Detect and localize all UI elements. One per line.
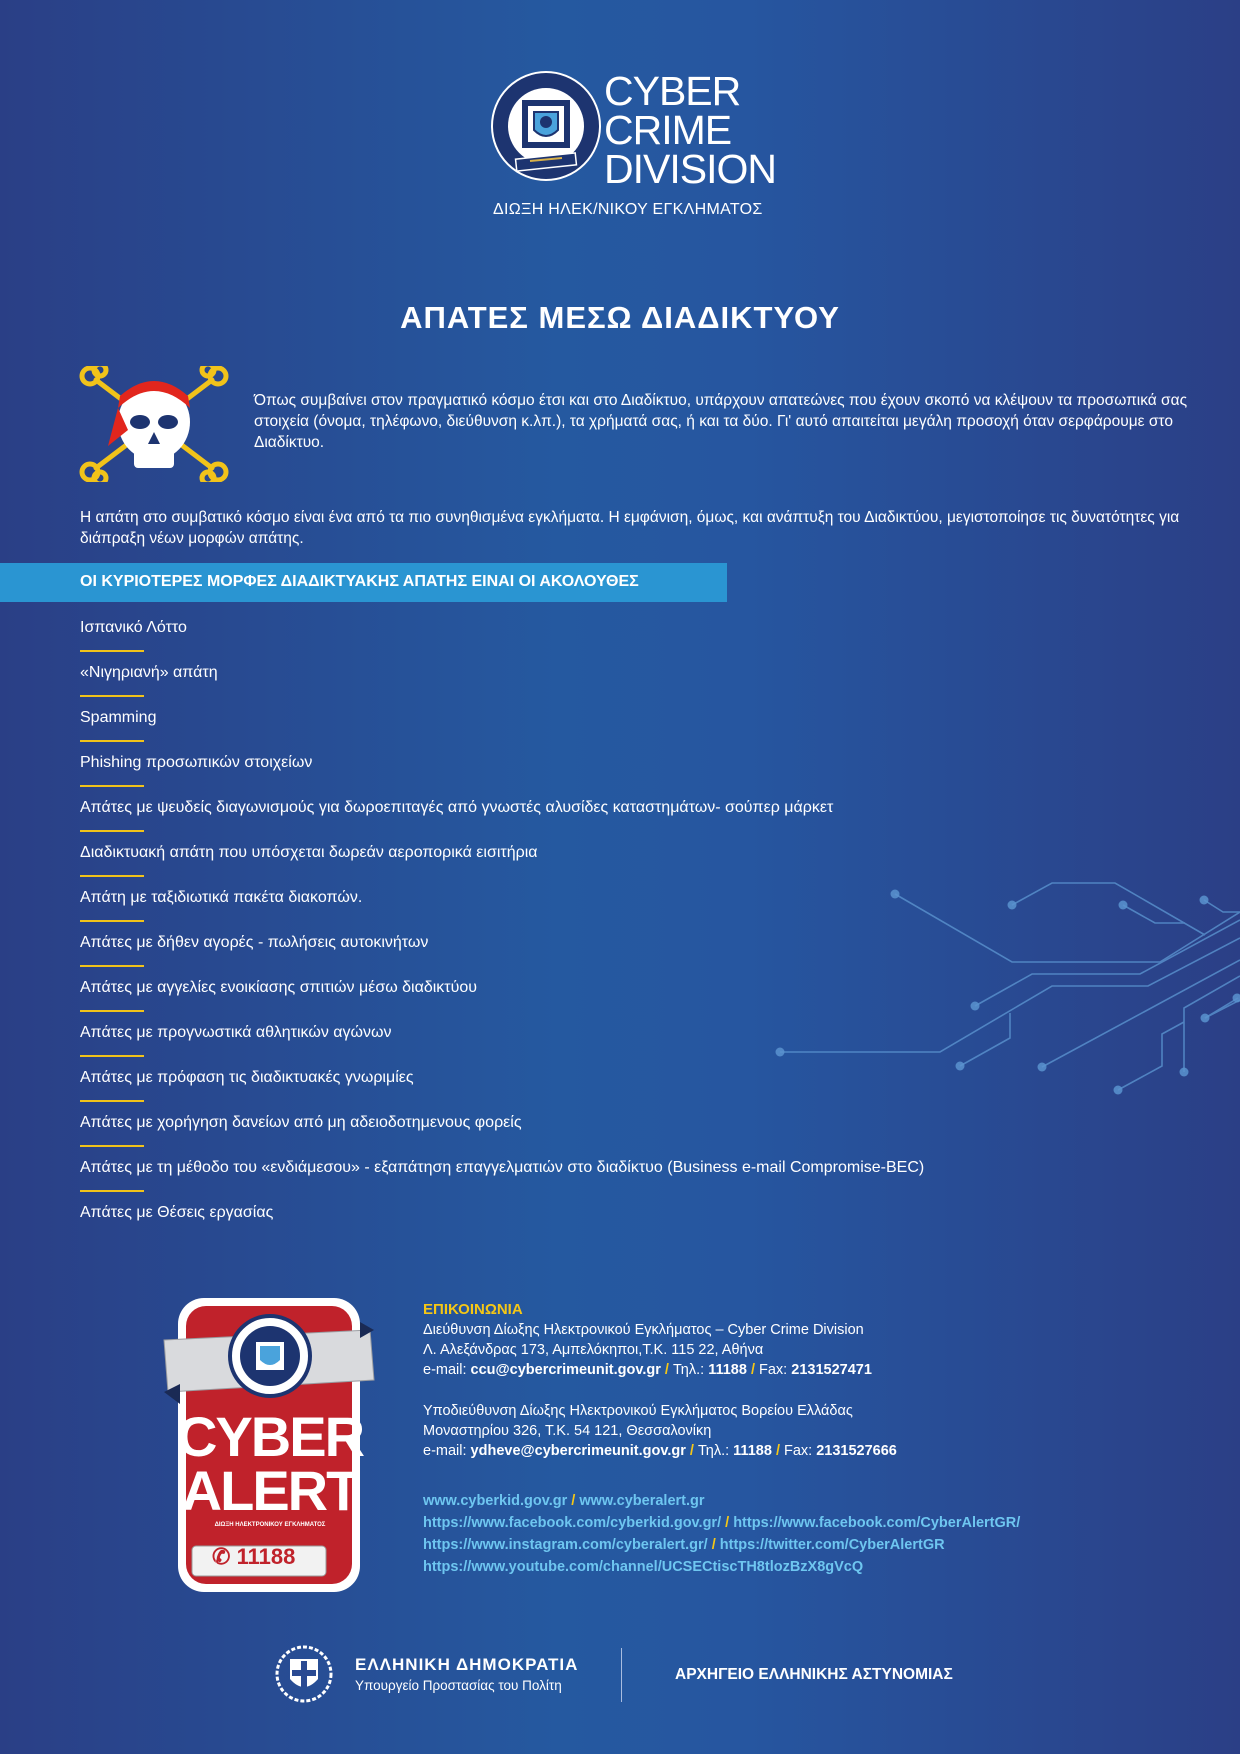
phone-icon: ✆: [212, 1544, 231, 1569]
yellow-divider: [80, 1100, 144, 1102]
brand-line-1: CYBER: [604, 68, 741, 114]
description-paragraph: Η απάτη στο συμβατικό κόσμο είναι ένα από τα πιο συνηθισμένα εγκλήματα. Η εμφάνιση, όμως, και ανάπτυξη του Διαδικτύου, μεγιστοποίησε τις δυνατότητες για διάπραξη νέων μορφών απάτης.: [80, 509, 1180, 547]
separator: /: [711, 1537, 716, 1553]
separator: /: [664, 1362, 669, 1378]
pirate-skull-icon: [78, 366, 230, 482]
office1-phone: 11188: [708, 1362, 747, 1378]
list-item-text: Απάτες με χορήγηση δανείων από μη αδειοδοτημενους φορείς: [80, 1114, 522, 1131]
brand-line-3: DIVISION: [604, 146, 776, 192]
link-cyberkid[interactable]: www.cyberkid.gov.gr: [423, 1493, 568, 1509]
link-instagram[interactable]: https://www.instagram.com/cyberalert.gr/: [423, 1537, 708, 1553]
separator: /: [775, 1443, 780, 1459]
office2-address: Μοναστηρίου 326, Τ.Κ. 54 121, Θεσσαλονίκη: [423, 1423, 712, 1439]
office1-fax: 2131527471: [791, 1362, 872, 1378]
fax-label: Fax:: [784, 1443, 817, 1459]
link-youtube[interactable]: https://www.youtube.com/channel/UCSECtiscTH8tlozBzX8gVcQ: [423, 1559, 864, 1575]
office2-contact-line: [423, 1441, 1143, 1461]
police-headquarters-label: ΑΡΧΗΓΕΙΟ ΕΛΛΗΝΙΚΗΣ ΑΣΤΥΝΟΜΙΑΣ: [675, 1666, 953, 1683]
list-item: [80, 1113, 1080, 1158]
link-cyberalert[interactable]: www.cyberalert.gr: [579, 1493, 705, 1509]
intro-text: Όπως συμβαίνει στον πραγματικό κόσμο έτσι και στο Διαδίκτυο, υπάρχουν απατεώνες που έχουν σκοπό να κλέψουν τα προσωπικά σας στοιχεία (όνομα, τηλέφωνο, διεύθυνση κ.λπ.), τα χρήματά σας, ή και τα δύο. Γι' αυτό απαιτείται μεγάλη προσοχή όταν σερφάρουμε στο Διαδίκτυο.: [254, 392, 1188, 451]
yellow-divider: [80, 785, 144, 787]
link-facebook-cyberkid[interactable]: https://www.facebook.com/cyberkid.gov.gr/: [423, 1515, 722, 1531]
list-item-text: Διαδικτυακή απάτη που υπόσχεται δωρεάν αεροπορικά εισιτήρια: [80, 844, 538, 861]
page-title: ΑΠΑΤΕΣ ΜΕΣΩ ΔΙΑΔΙΚΤΥΟΥ: [400, 300, 840, 335]
yellow-divider: [80, 1145, 144, 1147]
separator: /: [689, 1443, 694, 1459]
ministry-label: Υπουργείο Προστασίας του Πολίτη: [355, 1678, 562, 1693]
office2-name: Υποδιεύθυνση Δίωξης Ηλεκτρονικού Εγκλήματος Βορείου Ελλάδας: [423, 1403, 853, 1419]
section-banner: [0, 563, 727, 602]
yellow-divider: [80, 1190, 144, 1192]
list-item-text: Απάτες με πρόφαση τις διαδικτυακές γνωριμίες: [80, 1069, 414, 1086]
list-item-text: Απάτη με ταξιδιωτικά πακέτα διακοπών.: [80, 889, 363, 906]
tel-label: Τηλ.:: [672, 1362, 709, 1378]
office2-fax: 2131527666: [816, 1443, 897, 1459]
yellow-divider: [80, 965, 144, 967]
yellow-divider: [80, 920, 144, 922]
list-item-text: Απάτες με δήθεν αγορές - πωλήσεις αυτοκινήτων: [80, 934, 429, 951]
link-twitter[interactable]: https://twitter.com/CyberAlertGR: [719, 1537, 945, 1553]
hellenic-republic-logo: [273, 1645, 593, 1703]
list-item: [80, 663, 1080, 708]
cyber-alert-wordmark: [160, 1405, 380, 1522]
yellow-divider: [80, 740, 144, 742]
list-item: [80, 753, 1080, 798]
list-item-text: Απάτες με Θέσεις εργασίας: [80, 1204, 274, 1221]
list-item-text: Απάτες με προγνωστικά αθλητικών αγώνων: [80, 1024, 392, 1041]
tagline: ΔΙΩΞΗ ΗΛΕΚ/ΝΙΚΟΥ ΕΓΚΛΗΜΑΤΟΣ: [493, 201, 763, 218]
cyber-crime-division-logo: [490, 68, 776, 220]
brand-wordmark: [604, 68, 776, 192]
circuit-decoration-icon: [760, 850, 1240, 1110]
yellow-divider: [80, 875, 144, 877]
list-item-text: «Νιγηριανή» απάτη: [80, 664, 218, 681]
office2-email-link[interactable]: ydheve@cybercrimeunit.gov.gr: [470, 1443, 686, 1459]
office1-email-link[interactable]: ccu@cybercrimeunit.gov.gr: [470, 1362, 661, 1378]
yellow-divider: [80, 1055, 144, 1057]
list-item-text: Απάτες με αγγελίες ενοικίασης σπιτιών μέσω διαδικτύου: [80, 979, 478, 996]
list-item-text: Phishing προσωπικών στοιχείων: [80, 754, 313, 771]
cyber-alert-phone-number: 11188: [236, 1544, 296, 1569]
footer-divider: [621, 1648, 622, 1702]
separator: /: [750, 1362, 755, 1378]
hellenic-republic-label: ΕΛΛΗΝΙΚΗ ΔΗΜΟΚΡΑΤΙΑ: [355, 1655, 579, 1674]
office1-contact-line: [423, 1360, 1143, 1380]
tel-label: Τηλ.:: [697, 1443, 734, 1459]
yellow-divider: [80, 695, 144, 697]
fax-label: Fax:: [759, 1362, 792, 1378]
list-item: [80, 1203, 1080, 1248]
greek-coat-of-arms-icon: [273, 1645, 335, 1703]
email-label: e-mail:: [423, 1362, 471, 1378]
cyber-alert-line-2: ALERT: [181, 1459, 359, 1522]
yellow-divider: [80, 650, 144, 652]
list-item: [80, 798, 1080, 843]
office2-phone: 11188: [733, 1443, 772, 1459]
brand-line-2: CRIME: [604, 107, 732, 153]
separator: /: [725, 1515, 730, 1531]
contact-heading: ΕΠΙΚΟΙΝΩΝΙΑ: [423, 1301, 523, 1318]
list-item-text: Απάτες με τη μέθοδο του «ενδιάμεσου» - εξαπάτηση επαγγελματιών στο διαδίκτυο (Business e-mail Compromise-BEC): [80, 1159, 925, 1176]
link-facebook-cyberalert[interactable]: https://www.facebook.com/CyberAlertGR/: [733, 1515, 1021, 1531]
list-item-text: Απάτες με ψευδείς διαγωνισμούς για δωροεπιταγές από γνωστές αλυσίδες καταστημάτων- σούπερ μάρκετ: [80, 799, 834, 816]
section-banner-text: ΟΙ ΚΥΡΙΟΤΕΡΕΣ ΜΟΡΦΕΣ ΔΙΑΔΙΚΤΥΑΚΗΣ ΑΠΑΤΗΣ ΕΙΝΑΙ ΟΙ ΑΚΟΛΟΥΘΕΣ: [80, 573, 639, 590]
contact-section: [423, 1300, 1143, 1578]
email-label: e-mail:: [423, 1443, 471, 1459]
web-links: [423, 1490, 1143, 1578]
list-item: [80, 618, 1080, 663]
cyber-alert-line-1: CYBER: [176, 1405, 364, 1468]
office1-name: Διεύθυνση Δίωξης Ηλεκτρονικού Εγκλήματος – Cyber Crime Division: [423, 1322, 864, 1338]
yellow-divider: [80, 830, 144, 832]
list-item: [80, 1158, 1080, 1203]
list-item-text: Spamming: [80, 709, 157, 726]
yellow-divider: [80, 1010, 144, 1012]
cyber-alert-badge: [160, 1290, 380, 1600]
cyber-alert-phone: [212, 1544, 295, 1570]
cyber-alert-subtitle: ΔΙΩΞΗ ΗΛΕΚΤΡΟΝΙΚΟΥ ΕΓΚΛΗΜΑΤΟΣ: [214, 1522, 326, 1528]
list-item: [80, 708, 1080, 753]
separator: /: [571, 1493, 576, 1509]
office1-address: Λ. Αλεξάνδρας 173, Αμπελόκηποι,Τ.Κ. 115 22, Αθήνα: [423, 1342, 764, 1358]
list-item-text: Ισπανικό Λόττο: [80, 619, 187, 636]
hellenic-police-seal-icon: [490, 70, 602, 182]
